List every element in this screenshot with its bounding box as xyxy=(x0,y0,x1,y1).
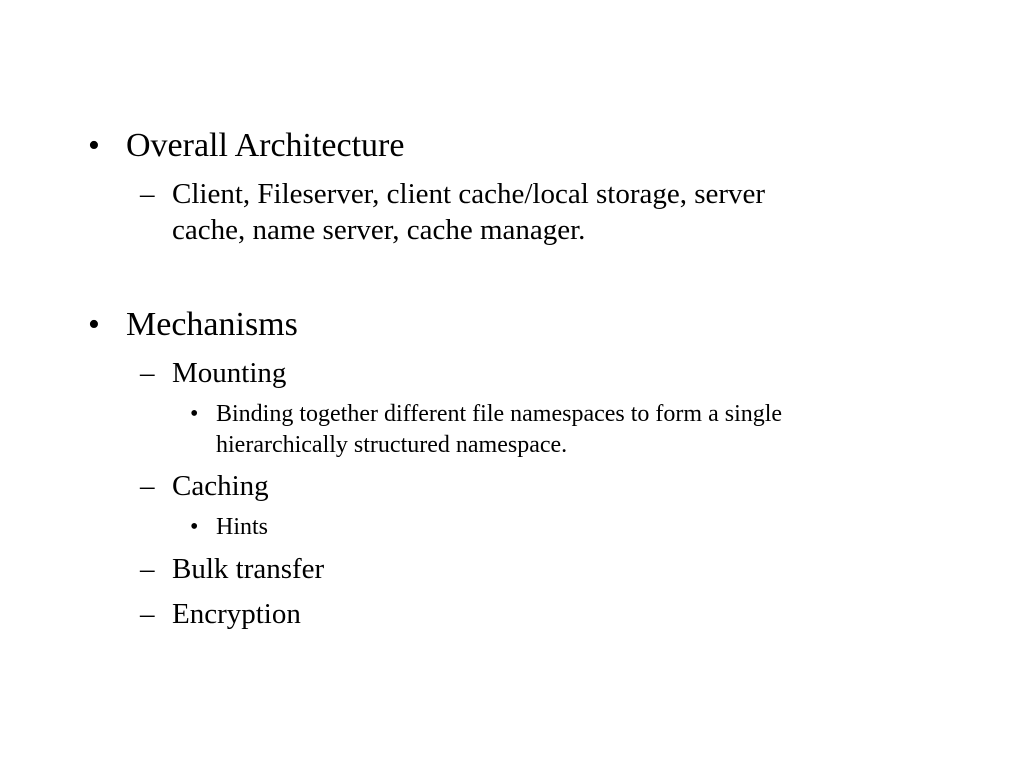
subsubbullet-text xyxy=(216,399,782,461)
subbullet-text xyxy=(172,176,765,248)
text-line: Binding together different file namespaces to form a single xyxy=(216,401,783,427)
text-line: Client, Fileserver, client cache/local storage, server xyxy=(172,178,766,210)
subbullet-text: Caching xyxy=(172,470,269,502)
subbullet-caching xyxy=(140,468,269,504)
subbullet-text: Encryption xyxy=(172,598,301,630)
bullet-marker: • xyxy=(88,306,100,343)
subbullet-text: Mounting xyxy=(172,357,287,389)
text-line: hierarchically structured namespace. xyxy=(216,432,568,458)
bullet-overall-architecture xyxy=(88,126,404,166)
subbullet-bulk-transfer xyxy=(140,551,324,587)
bullet-marker: • xyxy=(190,514,199,540)
subbullet-encryption xyxy=(140,596,301,632)
subbullet-mounting xyxy=(140,355,286,391)
bullet-mechanisms xyxy=(88,305,298,345)
subsubbullet-hints xyxy=(190,512,268,543)
dash-marker: – xyxy=(140,470,155,502)
subsubbullet-text: Hints xyxy=(216,514,269,540)
bullet-text: Overall Architecture xyxy=(126,127,405,164)
dash-marker: – xyxy=(140,598,155,630)
subbullet-text: Bulk transfer xyxy=(172,553,325,585)
subbullet-architecture-components xyxy=(140,176,765,248)
dash-marker: – xyxy=(140,553,155,585)
bullet-marker: • xyxy=(190,401,199,427)
bullet-marker: • xyxy=(88,127,100,164)
bullet-text: Mechanisms xyxy=(126,306,298,343)
dash-marker: – xyxy=(140,178,155,210)
dash-marker: – xyxy=(140,357,155,389)
subsubbullet-binding xyxy=(190,399,782,461)
text-line: cache, name server, cache manager. xyxy=(172,214,586,246)
